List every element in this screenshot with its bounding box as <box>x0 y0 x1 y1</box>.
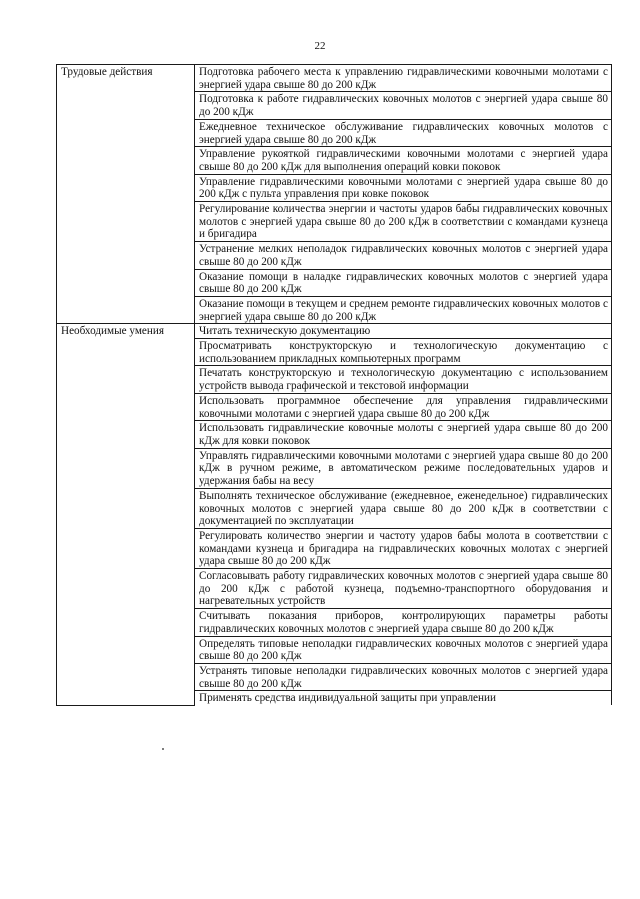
table-cell: Подготовка к работе гидравлических ковочных молотов с энергией удара свыше 80 до 200 кДж <box>195 92 612 119</box>
table-cell: Управление рукояткой гидравлическими ковочными молотами с энергией удара свыше 80 до 200 кДж для выполнения операций ковки поковок <box>195 147 612 174</box>
table-row <box>57 65 612 92</box>
table-cell: Управлять гидравлическими ковочными молотами с энергией удара свыше 80 до 200 кДж в ручном режиме, в автоматическом режиме последовательных ударов и удержания бабы на весу <box>195 448 612 488</box>
labor-functions-table <box>56 64 612 706</box>
table-cell: Регулировать количество энергии и частоту ударов бабы молота в соответствии с командами кузнеца и бригадира на гидравлических ковочных молотах с энергией удара свыше 80 до 200 кДж <box>195 528 612 568</box>
table-cell: Подготовка рабочего места к управлению гидравлическими ковочными молотами с энергией удара свыше 80 до 200 кДж <box>195 65 612 92</box>
table-cell: Определять типовые неполадки гидравлических ковочных молотов с энергией удара свыше 80 до 200 кДж <box>195 636 612 663</box>
table-cell: Печатать конструкторскую и технологическую документацию с использованием устройств вывода графической и текстовой информации <box>195 366 612 393</box>
table-cell: Просматривать конструкторскую и технологическую документацию с использованием прикладных компьютерных программ <box>195 339 612 366</box>
table-cell: Применять средства индивидуальной защиты при управлении <box>195 691 612 705</box>
table-cell: Читать техническую документацию <box>195 324 612 339</box>
table-cell: Выполнять техническое обслуживание (ежедневное, еженедельное) гидравлических ковочных молотов с энергией удара свыше 80 до 200 кДж в соответствии с документацией по эксплуатации <box>195 488 612 528</box>
table-cell: Управление гидравлическими ковочными молотами с энергией удара свыше 80 до 200 кДж с пульта управления при ковке поковок <box>195 174 612 201</box>
table-cell: Использовать программное обеспечение для управления гидравлическими ковочными молотами с энергией удара свыше 80 до 200 кДж <box>195 393 612 420</box>
scan-speck <box>162 748 164 750</box>
table-cell: Считывать показания приборов, контролирующих параметры работы гидравлических ковочных молотов с энергией удара свыше 80 до 200 кДж <box>195 609 612 636</box>
table-cell: Ежедневное техническое обслуживание гидравлических ковочных молотов с энергией удара свыше 80 до 200 кДж <box>195 119 612 146</box>
table-row <box>57 324 612 339</box>
table-cell: Оказание помощи в наладке гидравлических ковочных молотов с энергией удара свыше 80 до 200 кДж <box>195 269 612 296</box>
section-label-labor-actions: Трудовые действия <box>57 65 195 324</box>
section-label-required-skills: Необходимые умения <box>57 324 195 705</box>
table-cell: Оказание помощи в текущем и среднем ремонте гидравлических ковочных молотов с энергией удара свыше 80 до 200 кДж <box>195 296 612 323</box>
table-cell: Использовать гидравлические ковочные молоты с энергией удара свыше 80 до 200 кДж для ковки поковок <box>195 421 612 448</box>
table-cell: Согласовывать работу гидравлических ковочных молотов с энергией удара свыше 80 до 200 кДж с работой кузнеца, подъемно-транспортного оборудования и нагревательных устройств <box>195 569 612 609</box>
table-cell: Устранять типовые неполадки гидравлических ковочных молотов с энергией удара свыше 80 до 200 кДж <box>195 663 612 690</box>
page-number: 22 <box>314 40 326 52</box>
table-cell: Регулирование количества энергии и частоты ударов бабы гидравлических ковочных молотов с энергией удара свыше 80 до 200 кДж в соответствии с командами кузнеца и бригадира <box>195 202 612 242</box>
table-cell: Устранение мелких неполадок гидравлических ковочных молотов с энергией удара свыше 80 до 200 кДж <box>195 242 612 269</box>
